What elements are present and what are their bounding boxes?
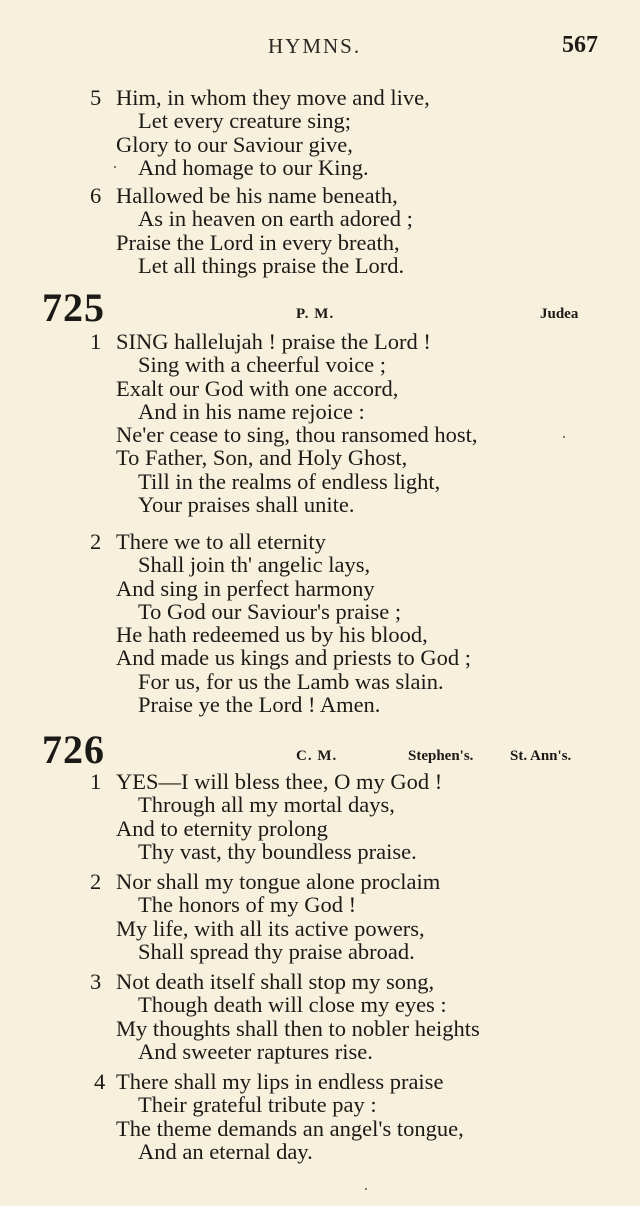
- verse-line: 2 Nor shall my tongue alone proclaim: [90, 869, 441, 894]
- verse-line: Exalt our God with one accord,: [116, 375, 399, 401]
- verse-line: Ne'er cease to sing, thou ransomed host,: [116, 422, 478, 448]
- page-number: 567: [562, 32, 598, 58]
- verse-number: 6: [90, 183, 102, 208]
- verse-line: Let every creature sing;: [138, 108, 352, 134]
- verse-line: And in his name rejoice :: [138, 398, 365, 424]
- verse-number: 5: [90, 85, 102, 110]
- verse-line: 4 There shall my lips in endless praise: [94, 1069, 444, 1094]
- verse-line: Praise the Lord in every breath,: [116, 229, 400, 255]
- hymn-meter: P. M.: [296, 306, 335, 322]
- verse-line: And to eternity prolong: [116, 815, 328, 841]
- verse-line: 3 Not death itself shall stop my song,: [90, 969, 435, 994]
- verse-number: 4: [94, 1069, 106, 1094]
- hymn-726-verse-4: [0, 1070, 640, 1163]
- hymn-tune: Stephen's.: [408, 748, 474, 764]
- verse-line: My thoughts shall then to nobler heights: [116, 1015, 480, 1041]
- verse-line: The theme demands an angel's tongue,: [116, 1115, 464, 1141]
- print-speck: [365, 1188, 367, 1190]
- print-speck: [114, 166, 116, 168]
- verse-line: And sing in perfect harmony: [116, 575, 375, 601]
- verse-line: 6 Hallowed be his name beneath,: [90, 183, 398, 208]
- hymn-number: 725: [42, 285, 105, 330]
- hymn-tune: Judea: [540, 306, 579, 322]
- verse-line: 5 Him, in whom they move and live,: [90, 85, 430, 110]
- verse-line: And made us kings and priests to God ;: [116, 645, 471, 671]
- hymn-meter: C. M.: [296, 748, 338, 764]
- verse-line: And homage to our King.: [138, 154, 369, 180]
- hymn-726-verse-3: [0, 970, 640, 1063]
- verse-line: To Father, Son, and Holy Ghost,: [116, 445, 408, 471]
- verse-line: He hath redeemed us by his blood,: [116, 622, 428, 648]
- verse-number: 2: [90, 529, 102, 554]
- hymn-725-verse-2: [0, 530, 640, 716]
- verse-line: Glory to our Saviour give,: [116, 131, 353, 157]
- verse-line: Sing with a cheerful voice ;: [138, 352, 387, 378]
- verse-line: For us, for us the Lamb was slain.: [138, 668, 444, 694]
- verse-carryover-6: [0, 184, 640, 277]
- verse-number: 3: [90, 969, 102, 994]
- verse-line: My life, with all its active powers,: [116, 915, 425, 941]
- verse-line: To God our Saviour's praise ;: [138, 598, 402, 624]
- verse-line: Let all things praise the Lord.: [138, 252, 405, 278]
- hymn-number: 726: [42, 727, 105, 772]
- hymn-726-verse-1: [0, 770, 640, 863]
- verse-number: 2: [90, 869, 102, 894]
- hymn-725-verse-1: [0, 330, 640, 516]
- verse-line: And sweeter raptures rise.: [138, 1038, 373, 1064]
- verse-line: Thy vast, thy boundless praise.: [138, 838, 417, 864]
- verse-line: As in heaven on earth adored ;: [138, 206, 413, 232]
- verse-line: 1 YES—I will bless thee, O my God !: [90, 769, 443, 794]
- hymn-heading-725: [0, 285, 640, 330]
- verse-line: Their grateful tribute pay :: [138, 1092, 377, 1118]
- verse-line: And an eternal day.: [138, 1138, 313, 1164]
- running-head: HYMNS.: [268, 34, 362, 58]
- verse-line: Through all my mortal days,: [138, 792, 395, 818]
- verse-carryover-5: [0, 86, 640, 179]
- verse-line: The honors of my God !: [138, 892, 357, 918]
- verse-number: 1: [90, 329, 102, 354]
- verse-line: 2 There we to all eternity: [90, 529, 326, 554]
- verse-line: Your praises shall unite.: [138, 492, 355, 518]
- verse-line: Though death will close my eyes :: [138, 992, 447, 1018]
- verse-number: 1: [90, 769, 102, 794]
- hymn-heading-726: [0, 727, 640, 772]
- verse-line: 1 SING hallelujah ! praise the Lord !: [90, 329, 431, 354]
- verse-line: Shall join th' angelic lays,: [138, 552, 371, 578]
- verse-line: Shall spread thy praise abroad.: [138, 938, 415, 964]
- verse-line: Till in the realms of endless light,: [138, 468, 441, 494]
- verse-line: Praise ye the Lord ! Amen.: [138, 692, 381, 718]
- print-speck: [563, 436, 565, 438]
- hymn-tune: St. Ann's.: [510, 748, 572, 764]
- hymn-726-verse-2: [0, 870, 640, 963]
